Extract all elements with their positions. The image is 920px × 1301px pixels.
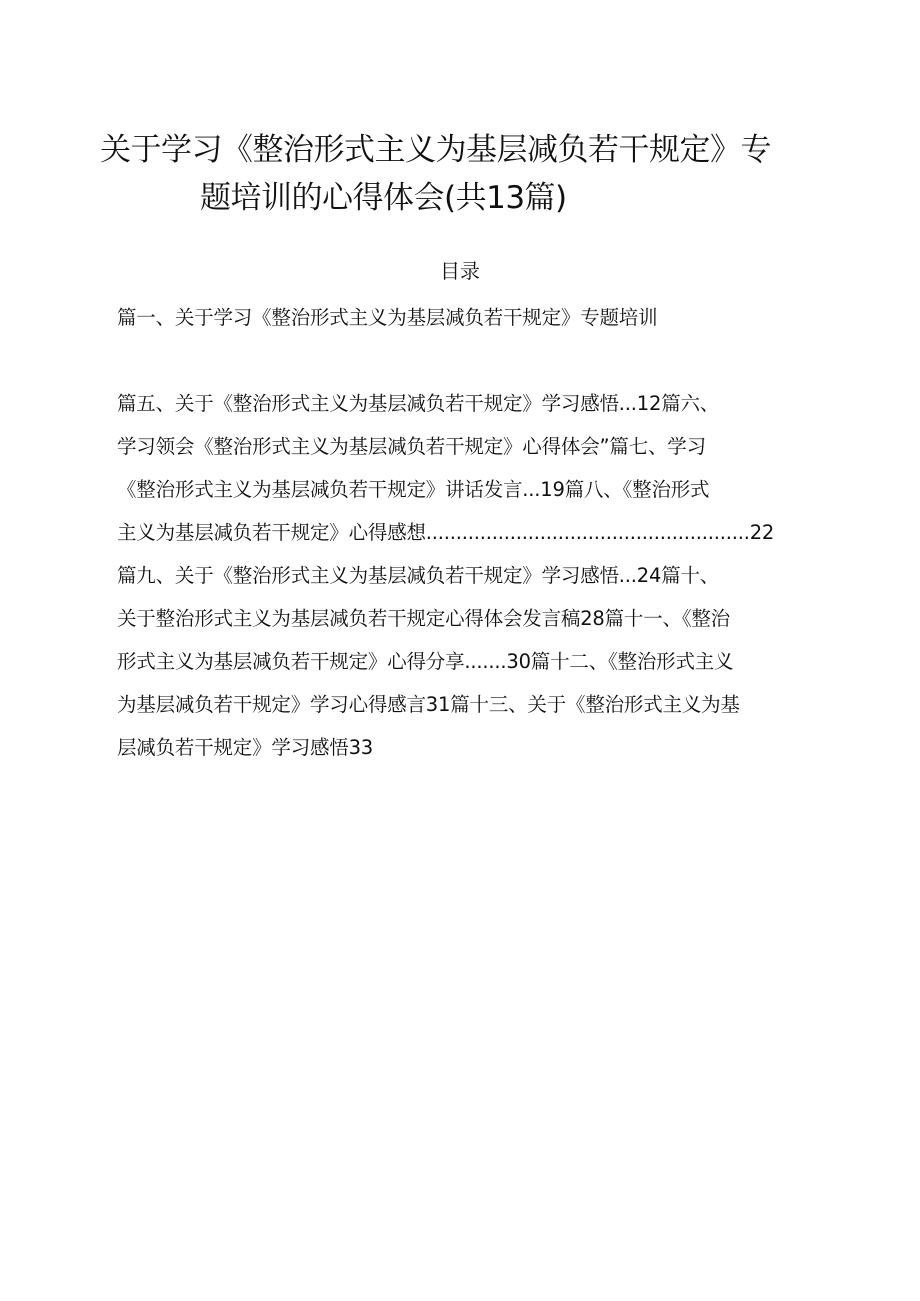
title-line-1: 关于学习《整治形式主义为基层减负若干规定》专 [100,132,771,168]
toc-heading: 目录 [440,259,480,283]
toc-line: 《整治形式主义为基层减负若干规定》讲话发言...19篇八、《整治形式 [117,478,710,501]
toc-line: 为基层减负若干规定》学习心得感言31篇十三、关于《整治形式主义为基 [117,693,740,716]
toc-line: 学习领会《整治形式主义为基层减负若干规定》心得体会”篇七、学习 [117,435,706,458]
toc-line: 形式主义为基层减负若干规定》心得分享.......30篇十二、《整治形式主义 [117,650,734,673]
toc-line: 主义为基层减负若干规定》心得感想......................................................22 [117,521,775,544]
toc-line: 关于整治形式主义为基层减负若干规定心得体会发言稿28篇十一、《整治 [117,607,730,630]
document-title [100,126,840,222]
toc-line: 篇九、关于《整治形式主义为基层减负若干规定》学习感悟...24篇十、 [117,564,720,587]
toc-line: 层减负若干规定》学习感悟33 [117,736,374,759]
toc-line: 篇五、关于《整治形式主义为基层减负若干规定》学习感悟...12篇六、 [117,392,720,415]
toc-line: 篇一、关于学习《整治形式主义为基层减负若干规定》专题培训 [117,306,658,329]
title-line-2: 题培训的心得体会(共13篇) [200,180,567,216]
